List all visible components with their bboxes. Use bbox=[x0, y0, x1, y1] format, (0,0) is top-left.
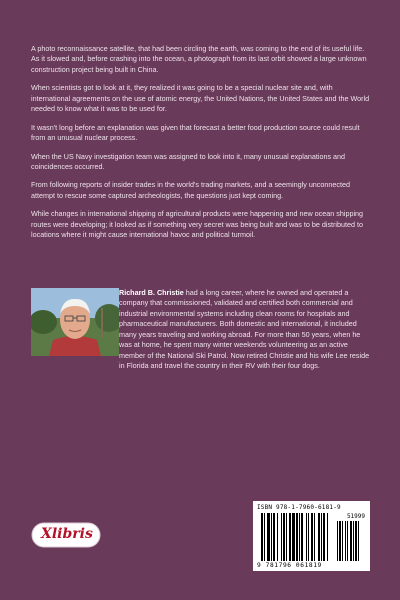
barcode-bar bbox=[308, 513, 309, 561]
barcode-bar bbox=[281, 513, 282, 561]
barcode-addon-bar bbox=[355, 521, 357, 561]
barcode-bar bbox=[314, 513, 315, 561]
barcode-bars bbox=[253, 501, 370, 571]
blurb-paragraph-4: When the US Navy investigation team was assigned to look into it, many unusual explanations and coincidences occurred. bbox=[31, 151, 346, 171]
barcode-bar bbox=[301, 513, 303, 561]
barcode-bar bbox=[299, 513, 300, 561]
blurb-paragraph-1: A photo reconnaissance satellite, that had been circling the earth, was coming to the end of its useful life. As it slowed and, before crashing into the ocean, a photograph from its last orbit showed a large unknown construction project being built in China. bbox=[31, 44, 367, 74]
barcode-bar bbox=[321, 513, 322, 561]
blurb-paragraph-2: When scientists got to look at it, they realized it was going to be a special nuclear site and, with international agreements on the use of atomic energy, the United Nations, the United States and the World needed to know what it was to be used for. bbox=[31, 83, 370, 114]
author-photo bbox=[31, 288, 119, 356]
barcode-addon-bar bbox=[337, 521, 338, 561]
barcode-bar bbox=[292, 513, 295, 561]
isbn-barcode bbox=[253, 501, 370, 571]
barcode-addon-bar bbox=[339, 521, 341, 561]
barcode-bar bbox=[264, 513, 265, 561]
barcode-addon-bar bbox=[353, 521, 354, 561]
barcode-bar bbox=[273, 513, 275, 561]
barcode-bar bbox=[289, 513, 291, 561]
barcode-bar bbox=[267, 513, 270, 561]
barcode-addon-bar bbox=[350, 521, 352, 561]
author-name: Richard B. Christie bbox=[119, 288, 184, 297]
price-code: 51999 bbox=[346, 513, 365, 520]
blurb-paragraph-6: While changes in international shipping of agricultural products were happening and new ocean shipping routes were developing; it looked as if something very secret was being built and was to be distributed to locations where it might cause international havoc and political turmoil. bbox=[31, 209, 364, 240]
author-bio-text: had a long career, where he owned and operated a company that commissioned, validated and certified both commercial and industrial environmental systems including clean rooms for hospitals and pharmaceutical manufacturers. Both domestic and international, it included many years traveling and working abroad. For more than 50 years, when he was at home, he spent many winter weekends volunteering as an active member of the National Ski Patrol. Now retired Christie and his wife Lee reside in Florida and travel the country in their RV with their four dogs. bbox=[119, 288, 370, 371]
barcode-bar bbox=[286, 513, 287, 561]
barcode-addon-bar bbox=[345, 521, 346, 561]
blurb bbox=[31, 44, 372, 249]
barcode-bar bbox=[296, 513, 298, 561]
barcode-addon-bar bbox=[358, 521, 359, 561]
barcode-bar bbox=[323, 513, 325, 561]
barcode-bar bbox=[261, 513, 263, 561]
barcode-bar bbox=[318, 513, 320, 561]
barcode-bar bbox=[311, 513, 313, 561]
isbn-text: ISBN 978-1-7960-6181-9 bbox=[257, 504, 341, 511]
barcode-bar bbox=[327, 513, 328, 561]
barcode-bar bbox=[271, 513, 272, 561]
barcode-addon-bar bbox=[342, 521, 343, 561]
barcode-bar bbox=[277, 513, 278, 561]
author-bio bbox=[119, 288, 372, 372]
blurb-paragraph-3: It wasn't long before an explanation was given that forecast a better food production source could result from an unusual nuclear process. bbox=[31, 122, 360, 143]
publisher-logo bbox=[31, 522, 101, 548]
blurb-paragraph-5: From following reports of insider trades in the world's trading markets, and a seemingly unconnected attempt to rescue some captured archeologists, the questions just kept coming. bbox=[31, 180, 350, 200]
publisher-logo-text: Xlibris bbox=[41, 526, 93, 542]
barcode-bar bbox=[283, 513, 285, 561]
barcode-digits: 9 781796 061819 bbox=[257, 562, 322, 569]
barcode-bar bbox=[306, 513, 307, 561]
barcode-addon-bar bbox=[347, 521, 348, 561]
